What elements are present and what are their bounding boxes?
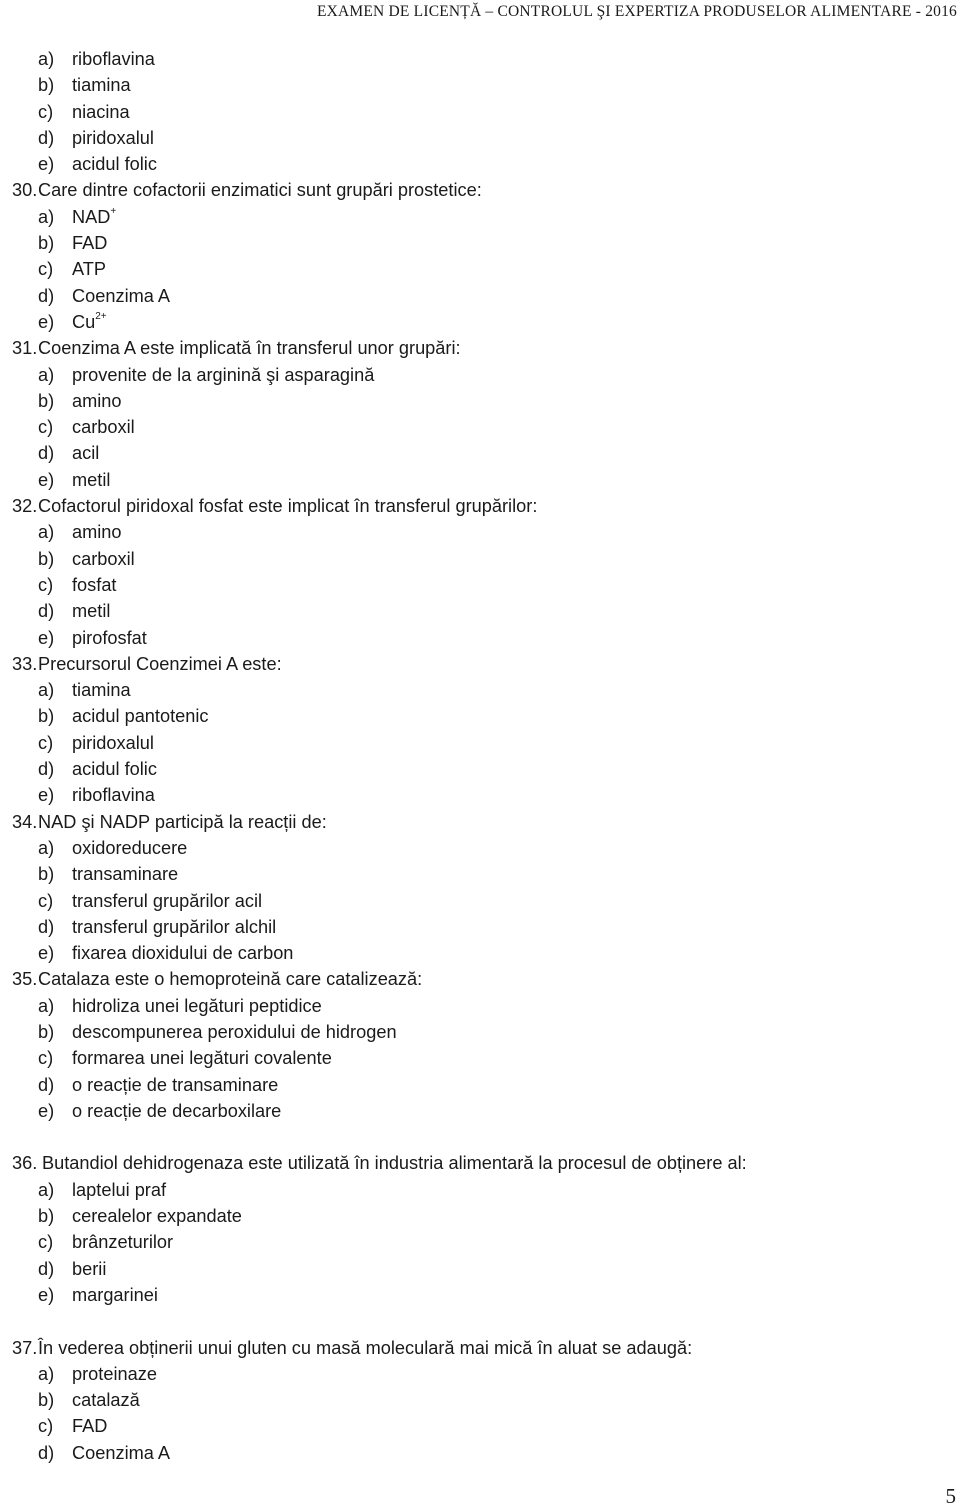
option-text: brânzeturilor xyxy=(72,1232,174,1253)
question-list xyxy=(0,46,940,1466)
option-text: pirofosfat xyxy=(72,627,147,648)
option-line xyxy=(0,1361,940,1387)
question-33 xyxy=(0,651,940,677)
option-label: d) xyxy=(38,916,55,937)
question-number: 37. xyxy=(12,1337,38,1358)
option-text: transferul grupărilor acil xyxy=(72,890,263,911)
question-number: 31. xyxy=(12,338,38,359)
question-32 xyxy=(0,493,940,519)
option-text: ATP xyxy=(72,259,107,280)
option-line xyxy=(0,572,940,598)
question-text: Catalaza este o hemoproteină care catalizează: xyxy=(38,969,423,990)
option-line xyxy=(0,125,940,151)
question-text: Precursorul Coenzimei A este: xyxy=(38,653,282,674)
option-label: b) xyxy=(38,233,55,254)
option-label: c) xyxy=(38,1416,54,1437)
option-label: c) xyxy=(38,1048,54,1069)
option-text: acidul folic xyxy=(72,759,157,780)
question-34 xyxy=(0,809,940,835)
option-text: transaminare xyxy=(72,864,179,885)
option-label: c) xyxy=(38,890,54,911)
superscript: 2+ xyxy=(95,310,107,322)
option-line xyxy=(0,519,940,545)
option-line xyxy=(0,703,940,729)
option-line xyxy=(0,546,940,572)
option-text: o reacție de decarboxilare xyxy=(72,1100,282,1121)
question-36 xyxy=(0,1150,940,1176)
option-label: e) xyxy=(38,785,55,806)
option-line xyxy=(0,677,940,703)
option-text: laptelui praf xyxy=(72,1179,167,1200)
question-text: Care dintre cofactorii enzimatici sunt grupări prostetice: xyxy=(38,180,482,201)
option-line xyxy=(0,1045,940,1071)
option-line xyxy=(0,151,940,177)
option-line xyxy=(0,1387,940,1413)
option-label: e) xyxy=(38,943,55,964)
option-line xyxy=(0,756,940,782)
option-line xyxy=(0,888,940,914)
option-text: cerealelor expandate xyxy=(72,1206,242,1227)
option-line xyxy=(0,256,940,282)
page-number: 5 xyxy=(945,1484,956,1508)
option-label: c) xyxy=(38,259,54,280)
option-label: b) xyxy=(38,390,55,411)
question-text: Cofactorul piridoxal fosfat este implicat în transferul grupărilor: xyxy=(38,496,538,517)
page-header: EXAMEN DE LICENȚĂ – CONTROLUL ŞI EXPERTIZA PRODUSELOR ALIMENTARE - 2016 xyxy=(316,3,957,20)
option-text: fixarea dioxidului de carbon xyxy=(72,943,294,964)
option-line xyxy=(0,467,940,493)
option-label: b) xyxy=(38,75,55,96)
option-line xyxy=(0,1019,940,1045)
question-number: 32. xyxy=(12,496,38,517)
option-text: niacina xyxy=(72,101,130,122)
option-text: transferul grupărilor alchil xyxy=(72,916,277,937)
option-text: tiamina xyxy=(72,75,131,96)
question-number: 35. xyxy=(12,969,38,990)
option-text: tiamina xyxy=(72,680,131,701)
option-text: margarinei xyxy=(72,1284,158,1305)
option-text: riboflavina xyxy=(72,785,155,806)
option-line xyxy=(0,204,940,230)
option-text: carboxil xyxy=(72,548,135,569)
option-line xyxy=(0,1440,940,1466)
option-line xyxy=(0,362,940,388)
option-text: piridoxalul xyxy=(72,127,154,148)
option-label: d) xyxy=(38,443,55,464)
option-text: metil xyxy=(72,601,111,622)
option-line xyxy=(0,1282,940,1308)
option-label: b) xyxy=(38,548,55,569)
option-text: acidul folic xyxy=(72,154,157,175)
option-label: a) xyxy=(38,49,55,69)
blank-line xyxy=(0,1308,940,1334)
option-label: d) xyxy=(38,759,55,780)
question-text: Butandiol dehidrogenaza este utilizată în industria alimentară la procesul de obținere al: xyxy=(42,1153,747,1174)
question-number: 34. xyxy=(12,811,38,832)
option-label: b) xyxy=(38,1206,55,1227)
option-line xyxy=(0,1098,940,1124)
option-line xyxy=(0,1072,940,1098)
option-label: a) xyxy=(38,995,55,1016)
option-text-main: NAD xyxy=(72,206,111,227)
option-text: Coenzima A xyxy=(72,285,171,306)
option-line xyxy=(0,99,940,125)
option-label: a) xyxy=(38,1363,55,1384)
question-30 xyxy=(0,177,940,203)
option-text: carboxil xyxy=(72,417,135,438)
option-text: proteinaze xyxy=(72,1363,157,1384)
option-text: provenite de la arginină şi asparagină xyxy=(72,364,375,385)
question-37 xyxy=(0,1335,940,1361)
option-line xyxy=(0,914,940,940)
option-text: descompunerea peroxidului de hidrogen xyxy=(72,1021,397,1042)
question-35 xyxy=(0,966,940,992)
option-label: d) xyxy=(38,1258,55,1279)
option-text: oxidoreducere xyxy=(72,837,188,858)
option-label: e) xyxy=(38,154,55,175)
option-label: a) xyxy=(38,837,55,858)
option-text: hidroliza unei legături peptidice xyxy=(72,995,322,1016)
option-label: d) xyxy=(38,1442,55,1463)
option-line xyxy=(0,388,940,414)
option-label: c) xyxy=(38,1232,54,1253)
option-line xyxy=(0,1229,940,1255)
option-label: c) xyxy=(38,101,54,122)
option-text: amino xyxy=(72,522,122,543)
option-text: FAD xyxy=(72,1416,108,1437)
option-line xyxy=(0,230,940,256)
option-line xyxy=(0,730,940,756)
superscript: + xyxy=(110,205,117,217)
option-line xyxy=(0,861,940,887)
option-line xyxy=(0,440,940,466)
option-line xyxy=(0,625,940,651)
question-text: În vederea obținerii unui gluten cu masă moleculară mai mică în aluat se adaugă: xyxy=(38,1337,693,1358)
option-text: piridoxalul xyxy=(72,732,154,753)
option-label: e) xyxy=(38,469,55,490)
option-label: c) xyxy=(38,417,54,438)
option-line xyxy=(0,993,940,1019)
option-label: a) xyxy=(38,522,55,543)
option-label: a) xyxy=(38,680,55,701)
option-text-main: Cu xyxy=(72,311,96,332)
option-line xyxy=(0,940,940,966)
blank-line xyxy=(0,1124,940,1150)
option-text xyxy=(72,309,107,335)
option-line xyxy=(0,1177,940,1203)
option-line xyxy=(0,414,940,440)
option-label: b) xyxy=(38,864,55,885)
question-31 xyxy=(0,335,940,361)
option-label: c) xyxy=(38,574,54,595)
option-line xyxy=(0,782,940,808)
option-label: b) xyxy=(38,1021,55,1042)
question-text: Coenzima A este implicată în transferul unor grupări: xyxy=(38,338,461,359)
option-label: e) xyxy=(38,1100,55,1121)
option-label: d) xyxy=(38,127,55,148)
option-line xyxy=(0,1413,940,1439)
option-text: formarea unei legături covalente xyxy=(72,1048,332,1069)
option-line xyxy=(0,1203,940,1229)
option-label: d) xyxy=(38,285,55,306)
option-label: c) xyxy=(38,732,54,753)
option-text: riboflavina xyxy=(72,49,155,69)
option-text: catalază xyxy=(72,1390,140,1411)
option-text xyxy=(72,204,116,230)
question-number: 36. xyxy=(12,1153,38,1174)
option-label: b) xyxy=(38,1390,55,1411)
option-line xyxy=(0,835,940,861)
option-line xyxy=(0,72,940,98)
option-line xyxy=(0,283,940,309)
option-label: e) xyxy=(38,627,55,648)
option-label: d) xyxy=(38,601,55,622)
option-text: berii xyxy=(72,1258,107,1279)
option-line xyxy=(0,598,940,624)
option-label: b) xyxy=(38,706,55,727)
option-label: a) xyxy=(38,364,55,385)
option-text: acil xyxy=(72,443,100,464)
option-label: e) xyxy=(38,311,55,332)
option-line xyxy=(0,46,940,72)
option-label: d) xyxy=(38,1074,55,1095)
question-number: 33. xyxy=(12,653,38,674)
option-line xyxy=(0,309,940,335)
option-text: fosfat xyxy=(72,574,117,595)
option-text: amino xyxy=(72,390,122,411)
question-number: 30. xyxy=(12,180,38,201)
option-label: a) xyxy=(38,1179,55,1200)
option-text: metil xyxy=(72,469,111,490)
option-text: Coenzima A xyxy=(72,1442,171,1463)
question-text: NAD şi NADP participă la reacții de: xyxy=(38,811,327,832)
option-text: o reacție de transaminare xyxy=(72,1074,279,1095)
option-text: acidul pantotenic xyxy=(72,706,209,727)
option-label: e) xyxy=(38,1284,55,1305)
option-text: FAD xyxy=(72,233,108,254)
option-line xyxy=(0,1256,940,1282)
option-label: a) xyxy=(38,206,55,227)
